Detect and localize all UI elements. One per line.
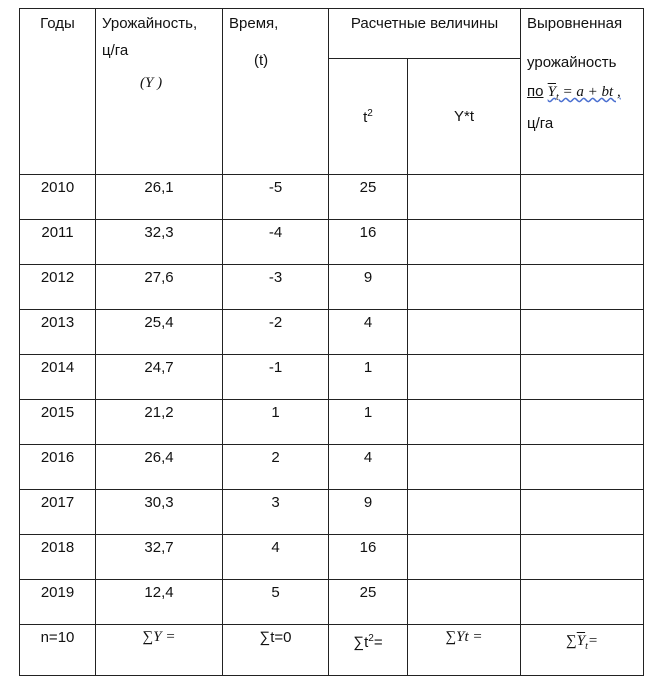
sum-t: ∑t=0 xyxy=(223,625,329,676)
sum-t2: ∑t2= xyxy=(329,625,408,676)
header-time xyxy=(223,9,329,175)
header-aligned-line2: урожайность xyxy=(527,54,617,71)
table-row: 2017 30,3 3 9 xyxy=(20,490,644,535)
header-yield-label: Урожайность, xyxy=(102,15,198,32)
header-aligned-formula: по $Y_t = a$ + bt , xyxy=(527,83,621,103)
table-row: 2011 32,3 -4 16 xyxy=(20,220,644,265)
sum-aligned: $\sum\overline{Y}t=$ xyxy=(521,625,644,676)
table-row: 2018 32,7 4 16 xyxy=(20,535,644,580)
header-yield-unit: ц/га xyxy=(102,42,129,59)
table-row: 2012 27,6 -3 9 xyxy=(20,265,644,310)
header-time-symbol: (t) xyxy=(254,52,269,69)
header-aligned-line1: Выровненная xyxy=(527,15,623,32)
header-yield-symbol: (Y ) xyxy=(140,75,163,91)
header-aligned-unit: ц/га xyxy=(527,115,554,132)
table-row: 2019 12,4 5 25 xyxy=(20,580,644,625)
header-yt: Y*t xyxy=(408,59,521,175)
table-row: 2016 26,4 2 4 xyxy=(20,445,644,490)
sum-row xyxy=(20,625,644,676)
header-aligned xyxy=(521,9,644,175)
data-table xyxy=(19,8,644,676)
table-row: 2010 26,1 -5 25 xyxy=(20,175,644,220)
table-row: 2014 24,7 -1 1 xyxy=(20,355,644,400)
header-t-squared: $t^2$ xyxy=(329,59,408,175)
header-computed: Расчетные величины xyxy=(329,9,521,59)
table-row: 2015 21,2 1 1 xyxy=(20,400,644,445)
header-years: Годы xyxy=(20,9,96,175)
header-yield xyxy=(96,9,223,175)
table-row: 2013 25,4 -2 4 xyxy=(20,310,644,355)
sum-yt: ∑Yt = xyxy=(408,625,521,676)
header-time-label: Время, xyxy=(229,15,279,32)
sum-n: n=10 xyxy=(20,625,96,676)
sum-y: ∑Y = xyxy=(96,625,223,676)
